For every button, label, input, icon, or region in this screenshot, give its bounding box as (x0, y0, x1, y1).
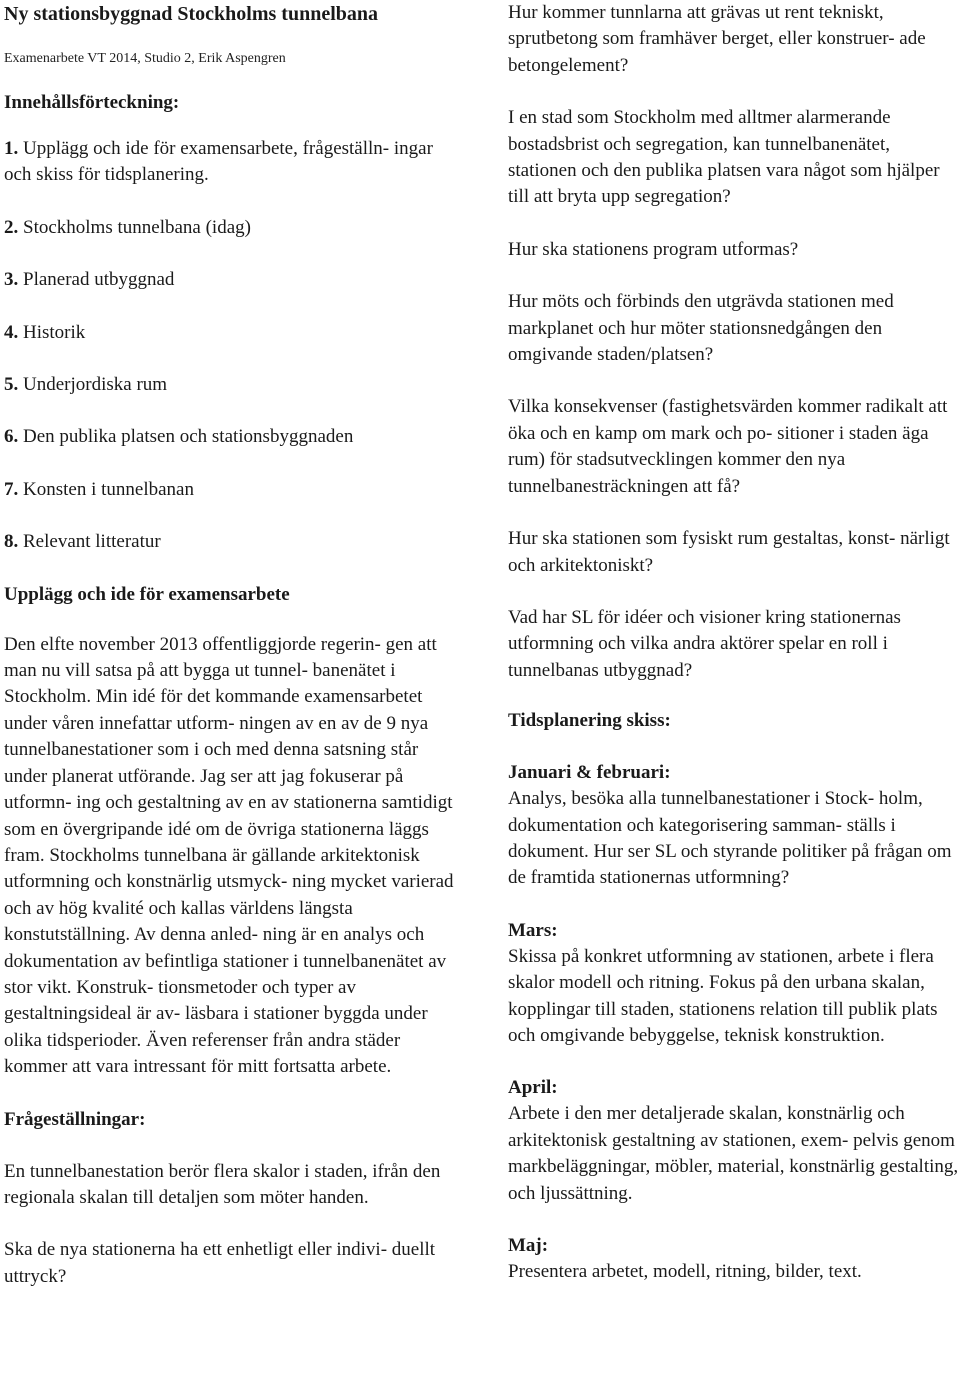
schedule-period-text: Presentera arbetet, modell, ritning, bilder, text. (508, 1261, 862, 1282)
question-paragraph: Ska de nya stationerna ha ett enhetligt eller indivi- duellt uttryck? (4, 1239, 436, 1287)
toc-heading: Innehållsförteckning: (4, 92, 180, 113)
toc-number: 6. (4, 426, 19, 448)
schedule-period-heading: Januari & februari: (508, 762, 671, 784)
toc-label: Stockholms tunnelbana (idag) (18, 216, 251, 238)
toc-item-4 (4, 320, 472, 346)
question-paragraph: Hur ska stationen som fysiskt rum gestaltas, konst- närligt och arkitektoniskt? (508, 528, 950, 576)
left-column (4, 0, 472, 1290)
toc-label: Historik (18, 321, 86, 343)
question-paragraph: En tunnelbanestation berör flera skalor i staden, ifrån den regionala skalan till detaljen som möter handen. (4, 1160, 441, 1208)
toc-item-1 (4, 136, 454, 189)
questions-heading: Frågeställningar: (4, 1108, 146, 1130)
toc-number: 4. (4, 321, 19, 343)
toc-label: Upplägg och ide för examensarbete, frågeställn- ingar och skiss för tidsplanering. (4, 138, 433, 186)
toc-number: 2. (4, 216, 19, 238)
toc-item-8 (4, 529, 472, 555)
question-paragraph: Hur ska stationens program utformas? (508, 238, 799, 260)
toc-label: Relevant litteratur (18, 531, 161, 553)
document-subtitle: Examenarbete VT 2014, Studio 2, Erik Aspengren (4, 51, 286, 66)
toc-item-2 (4, 215, 472, 241)
question-paragraph: Hur kommer tunnlarna att grävas ut rent tekniskt, sprutbetong som framhäver berget, eller konstruer- ade betongelement? (508, 2, 926, 76)
schedule-period-heading: April: (508, 1077, 558, 1099)
question-paragraph: Vilka konsekvenser (fastighetsvärden kommer radikalt att öka och en kamp om mark och po- sitioner i staden äga rum) för stadsutvecklingen kommer den nya tunnelbanesträckningen att få? (508, 396, 948, 497)
intro-paragraph: Den elfte november 2013 offentliggjorde regerin- gen att man nu vill satsa på att bygga ut tunnel- banenätet i Stockholm. Min idé för det kommande examensarbetet under våren innefattar utform- ningen av en av de 9 nya tunnelbanestationer som i och med denna satsning står under planerat utförande. Jag ser att jag fokuserar på utformn- ing och gestaltning av en av stationerna samtidigt som en övergripande idé om de övriga stationerna läggs fram. Stockholms tunnelbana är gällande arkitektonisk utformning och konstnärlig utsmyck- ning mycket varierad och av hög kvalité och kallas världens längsta konstutställning. Av denna anled- ning är en analys och dokumentation av befintliga stationer i tunnelbanenätet av stor vikt. Konstruk- tionsmetoder och typer av gestaltningsideal är av- läsbara i stationer byggda under olika tidsperioder. Även referenser från andra städer kommer att vara intressant för mitt fortsatta arbete. (4, 633, 454, 1078)
schedule-period-text: Arbete i den mer detaljerade skalan, konstnärlig och arkitektonisk gestaltning av stationen, exem- pelvis genom markbeläggningar, möbler, material, konstnärlig gestalting, och ljussättning. (508, 1103, 959, 1204)
schedule-period-text: Analys, besöka alla tunnelbanestationer i Stock- holm, dokumentation och kategorisering samman- ställs i dokument. Hur ser SL och styrande politiker på frågan om de framtida stationernas utformning? (508, 788, 952, 889)
toc-item-5 (4, 372, 472, 398)
toc-item-7 (4, 477, 472, 503)
toc-number: 8. (4, 531, 19, 553)
schedule-heading: Tidsplanering skiss: (508, 710, 671, 732)
toc-number: 7. (4, 478, 19, 500)
toc-label: Planerad utbyggnad (18, 269, 175, 291)
right-column (508, 0, 960, 1285)
question-paragraph: Hur möts och förbinds den utgrävda stationen med markplanet och hur möter stationsnedgången den omgivande staden/platsen? (508, 291, 894, 366)
toc-number: 1. (4, 138, 19, 159)
toc-number: 3. (4, 269, 19, 291)
schedule-period-heading: Mars: (508, 919, 558, 941)
section-heading: Upplägg och ide för examensarbete (4, 583, 290, 605)
toc-list (4, 136, 472, 556)
toc-label: Underjordiska rum (18, 374, 168, 396)
toc-label: Konsten i tunnelbanan (18, 478, 194, 500)
toc-label: Den publika platsen och stationsbyggnaden (18, 426, 354, 448)
question-paragraph: Vad har SL för idéer och visioner kring stationernas utformning och vilka andra aktörer spelar en roll i tunnelbanas utbyggnad? (508, 606, 901, 681)
toc-number: 5. (4, 374, 19, 396)
schedule-period-text: Skissa på konkret utformning av stationen, arbete i flera skalor modell och ritning. Fokus på den urbana skalan, kopplingar till staden, stationens relation till publik plats och omgivande bebyggelse, teknisk konstruktion. (508, 945, 938, 1046)
toc-item-3 (4, 267, 472, 293)
schedule-period-heading: Maj: (508, 1235, 549, 1256)
toc-item-6 (4, 424, 472, 450)
question-paragraph: I en stad som Stockholm med alltmer alarmerande bostadsbrist och segregation, kan tunnelbanenätet, stationen och den publika platsen vara något som hjälper till att bryta upp segregation? (508, 107, 940, 208)
document-title: Ny stationsbyggnad Stockholms tunnelbana (4, 3, 378, 25)
